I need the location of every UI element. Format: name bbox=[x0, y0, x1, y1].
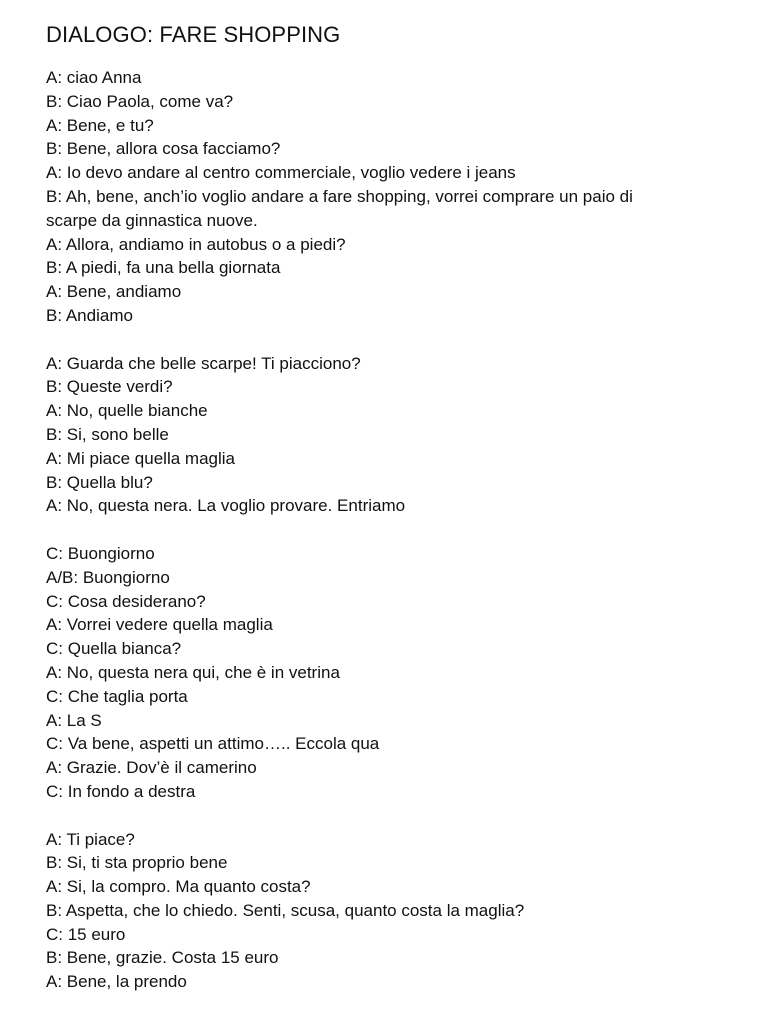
dialogue-line: C: Che taglia porta bbox=[46, 686, 188, 706]
dialogue-line: B: Ciao Paola, come va? bbox=[46, 91, 234, 111]
dialogue-line: B: Aspetta, che lo chiedo. Senti, scusa, quanto costa la maglia? bbox=[46, 900, 525, 920]
page-title: DIALOGO: FARE SHOPPING bbox=[46, 22, 341, 47]
dialogue-line: B: Bene, allora cosa facciamo? bbox=[46, 139, 281, 159]
dialogue-section-3 bbox=[46, 542, 746, 804]
dialogue-line: A: Vorrei vedere quella maglia bbox=[46, 615, 273, 635]
dialogue-section-2 bbox=[46, 352, 746, 519]
dialogue-line-continuation: scarpe da ginnastica nuove. bbox=[46, 210, 258, 230]
dialogue-section-4 bbox=[46, 828, 746, 995]
dialogue-line: B: Bene, grazie. Costa 15 euro bbox=[46, 948, 279, 968]
dialogue-line: A: No, questa nera qui, che è in vetrina bbox=[46, 662, 340, 682]
dialogue-line: C: Cosa desiderano? bbox=[46, 591, 206, 611]
dialogue-section-1 bbox=[46, 66, 746, 328]
dialogue-line: B: Ah, bene, anch’io voglio andare a fare shopping, vorrei comprare un paio di bbox=[46, 186, 633, 206]
dialogue-line: A: Ti piace? bbox=[46, 829, 135, 849]
dialogue-line: A: Bene, e tu? bbox=[46, 115, 154, 135]
dialogue-line: A: ciao Anna bbox=[46, 68, 142, 87]
dialogue-line: C: Quella bianca? bbox=[46, 639, 182, 659]
dialogue-line: A: La S bbox=[46, 710, 102, 730]
dialogue-line: A: No, questa nera. La voglio provare. Entriamo bbox=[46, 496, 406, 516]
dialogue-line: A: Allora, andiamo in autobus o a piedi? bbox=[46, 234, 346, 254]
dialogue-line: A: Si, la compro. Ma quanto costa? bbox=[46, 877, 311, 897]
dialogue-line: A: No, quelle bianche bbox=[46, 401, 208, 421]
dialogue-line: C: In fondo a destra bbox=[46, 781, 196, 801]
dialogue-line: B: Si, ti sta proprio bene bbox=[46, 853, 228, 873]
dialogue-line: B: Queste verdi? bbox=[46, 377, 173, 397]
dialogue-line: A: Bene, la prendo bbox=[46, 972, 187, 992]
dialogue-line: A: Grazie. Dov’è il camerino bbox=[46, 758, 257, 778]
dialogue-line: A: Io devo andare al centro commerciale, voglio vedere i jeans bbox=[46, 163, 516, 183]
dialogue-line: B: Si, sono belle bbox=[46, 424, 169, 444]
dialogue-line: B: Quella blu? bbox=[46, 472, 153, 492]
dialogue-line: A: Mi piace quella maglia bbox=[46, 448, 235, 468]
dialogue-line: B: Andiamo bbox=[46, 305, 133, 325]
dialogue-line: A/B: Buongiorno bbox=[46, 567, 170, 587]
dialogue-line: A: Guarda che belle scarpe! Ti piacciono? bbox=[46, 353, 361, 373]
dialogue-line: C: Buongiorno bbox=[46, 543, 155, 563]
document-page bbox=[46, 20, 746, 994]
dialogue-line: C: 15 euro bbox=[46, 924, 126, 944]
dialogue-line: A: Bene, andiamo bbox=[46, 282, 182, 302]
dialogue-line: C: Va bene, aspetti un attimo….. Eccola qua bbox=[46, 734, 380, 754]
dialogue-line: B: A piedi, fa una bella giornata bbox=[46, 258, 281, 278]
